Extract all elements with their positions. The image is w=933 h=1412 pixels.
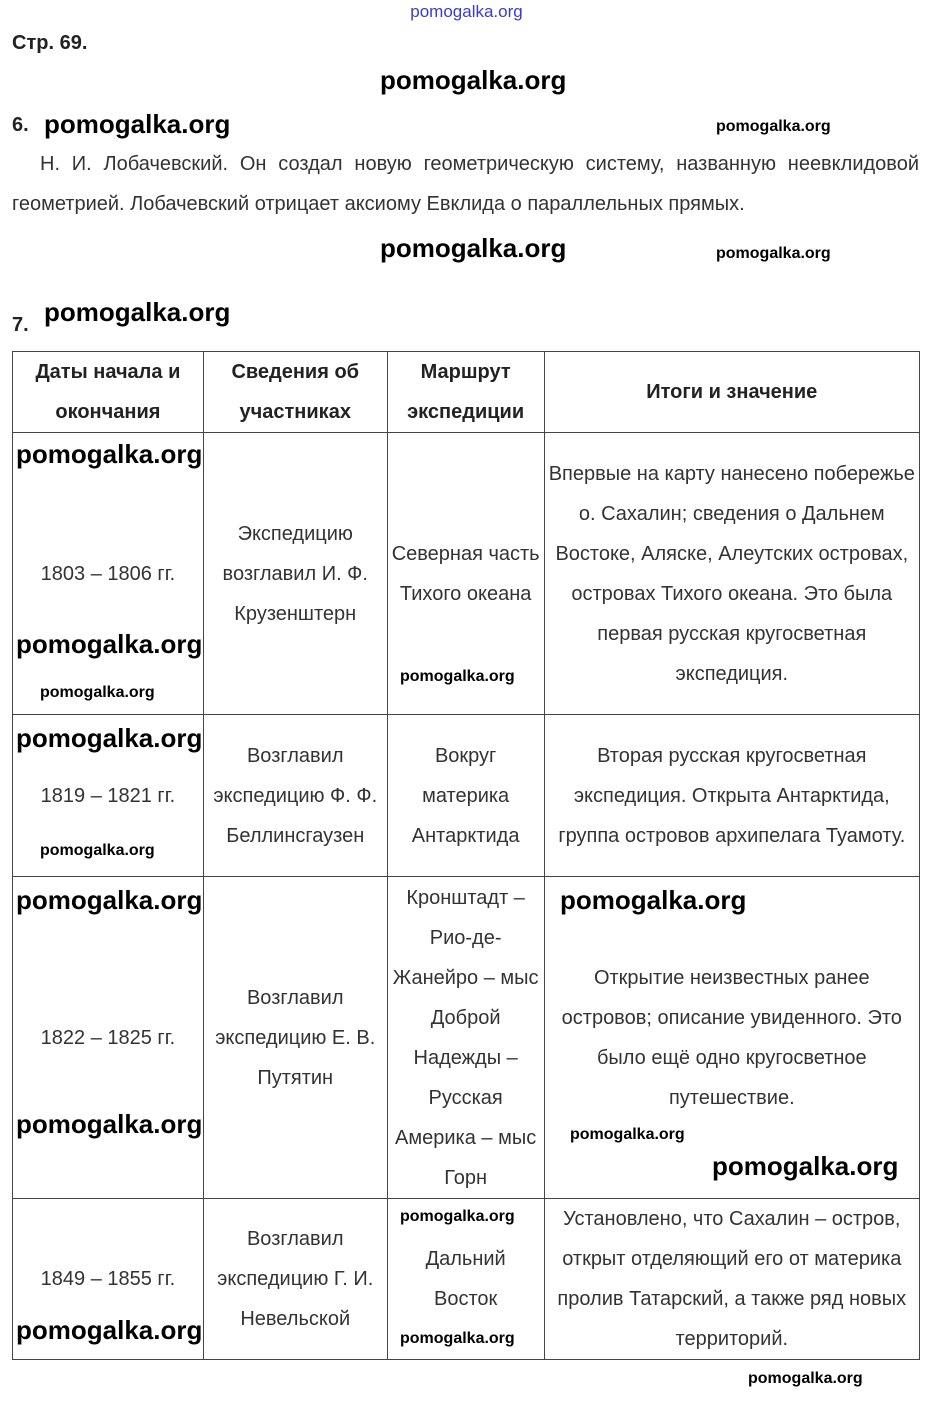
task7-number: 7. — [12, 314, 29, 336]
cell-results: Впервые на карту нанесено побережье о. Сахалин; сведения о Дальнем Востоке, Аляске, Алеутских островах, островах Тихого океана. Это была первая русская кругосветная экспедиция. — [544, 433, 919, 715]
watermark: pomogalka.org — [380, 233, 567, 263]
watermark: pomogalka.org — [44, 109, 231, 139]
header-route: Маршрут экспедиции — [387, 352, 544, 433]
cell-participants: Возглавил экспедицию Е. В. Путятин — [203, 877, 387, 1199]
watermark: pomogalka.org — [44, 297, 231, 327]
header-dates: Даты начала и окончания — [13, 352, 204, 433]
page-label: Стр. 69. — [12, 32, 88, 54]
cell-dates: 1819 – 1821 гг. — [13, 715, 204, 877]
cell-route: Северная часть Тихого океана — [387, 433, 544, 715]
cell-dates: 1803 – 1806 гг. — [13, 433, 204, 715]
watermark: pomogalka.org — [40, 842, 155, 859]
watermark: pomogalka.org — [16, 1315, 203, 1345]
cell-dates: 1822 – 1825 гг. — [13, 877, 204, 1199]
header-results: Итоги и значение — [544, 352, 919, 433]
watermark: pomogalka.org — [16, 629, 203, 659]
task6-text: Н. И. Лобачевский. Он создал новую геометрическую систему, названную неевклидовой геометрией. Лобачевский отрицает аксиому Евклида о параллельных прямых. — [12, 153, 919, 215]
table-header-row — [13, 352, 920, 433]
watermark: pomogalka.org — [400, 1208, 515, 1225]
watermark: pomogalka.org — [16, 885, 203, 915]
cell-route: Кронштадт – Рио-де-Жанейро – мыс Доброй Надежды – Русская Америка – мыс Горн — [387, 877, 544, 1199]
task6-number: 6. — [12, 114, 29, 136]
cell-results: Вторая русская кругосветная экспедиция. Открыта Антарктида, группа островов архипелага Туамоту. — [544, 715, 919, 877]
watermark: pomogalka.org — [560, 885, 747, 915]
cell-participants: Возглавил экспедицию Г. И. Невельской — [203, 1199, 387, 1360]
header-watermark: pomogalka.org — [410, 2, 523, 21]
watermark: pomogalka.org — [400, 668, 515, 685]
watermark: pomogalka.org — [716, 118, 831, 135]
cell-results: Открытие неизвестных ранее островов; описание увиденного. Это было ещё одно кругосветное путешествие. — [544, 877, 919, 1199]
watermark: pomogalka.org — [712, 1151, 899, 1181]
watermark: pomogalka.org — [16, 1109, 203, 1139]
watermark: pomogalka.org — [716, 245, 831, 262]
watermark: pomogalka.org — [380, 65, 567, 95]
watermark: pomogalka.org — [40, 684, 155, 701]
cell-route: Дальний Восток — [387, 1199, 544, 1360]
watermark: pomogalka.org — [400, 1330, 515, 1347]
header-participants: Сведения об участниках — [203, 352, 387, 433]
cell-route: Вокруг материка Антарктида — [387, 715, 544, 877]
watermark: pomogalka.org — [16, 723, 203, 753]
cell-participants: Экспедицию возглавил И. Ф. Крузенштерн — [203, 433, 387, 715]
watermark: pomogalka.org — [16, 439, 203, 469]
cell-dates: 1849 – 1855 гг. — [13, 1199, 204, 1360]
watermark: pomogalka.org — [570, 1126, 685, 1143]
cell-results: Установлено, что Сахалин – остров, открыт отделяющий его от материка пролив Татарский, а также ряд новых территорий. — [544, 1199, 919, 1360]
cell-participants: Возглавил экспедицию Ф. Ф. Беллинсгаузен — [203, 715, 387, 877]
watermark: pomogalka.org — [748, 1370, 863, 1387]
